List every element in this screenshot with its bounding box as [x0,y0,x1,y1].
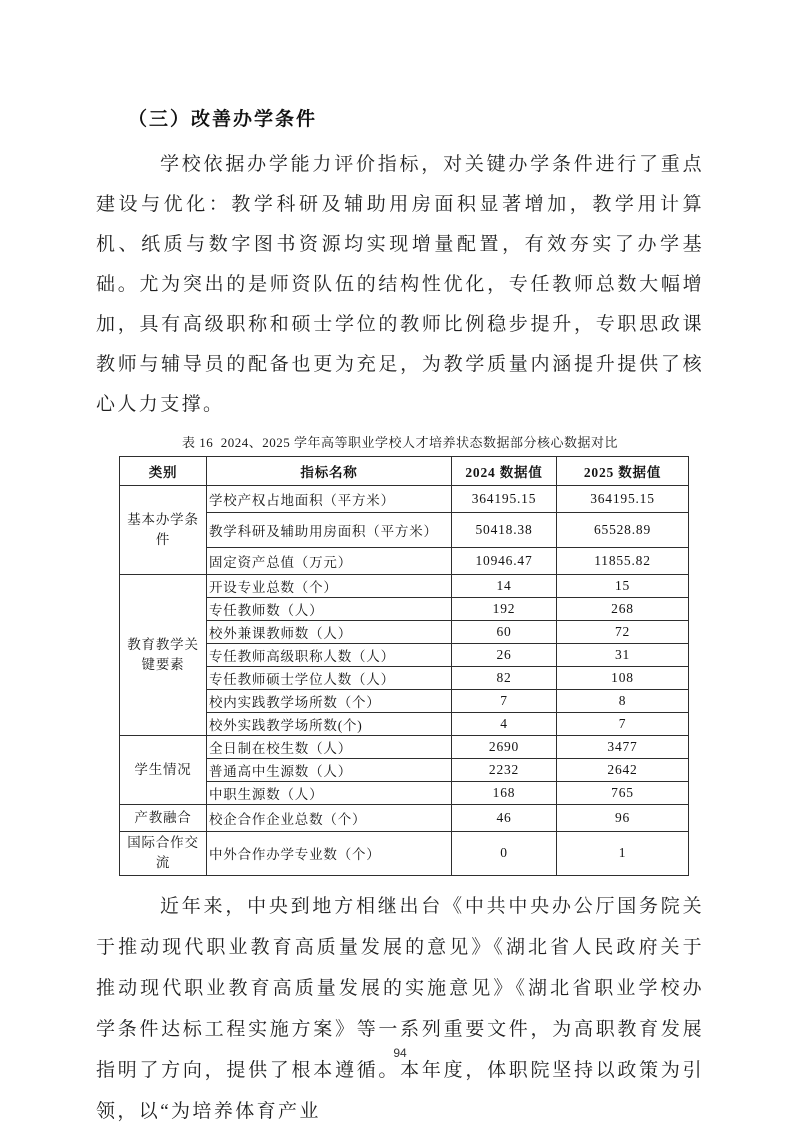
table-row [120,805,689,832]
indicator-cell: 中职生源数（人） [207,782,452,805]
paragraph-2: 近年来，中央到地方相继出台《中共中央办公厅国务院关于推动现代职业教育高质量发展的意见》《湖北省人民政府关于推动现代职业教育高质量发展的实施意见》《湖北省职业学校办学条件达标工程实施方案》等一系列重要文件，为高职教育发展指明了方向，提供了根本遵循。本年度，体职院坚持以政策为引领，以“为培养体育产业 [96,895,704,1122]
value-2025-cell: 31 [557,644,689,667]
value-2024-cell: 10946.47 [452,548,557,575]
value-2025-cell: 8 [557,690,689,713]
value-2025-cell: 96 [557,805,689,832]
indicator-cell: 固定资产总值（万元） [207,548,452,575]
table-body [120,486,689,876]
value-2024-cell: 82 [452,667,557,690]
header-cell-indicator: 指标名称 [207,457,452,486]
category-cell: 基本办学条件 [120,486,207,575]
value-2024-cell: 2232 [452,759,557,782]
indicator-cell: 校企合作企业总数（个） [207,805,452,832]
value-2025-cell: 1 [557,832,689,876]
indicator-cell: 校内实践教学场所数（个） [207,690,452,713]
value-2025-cell: 11855.82 [557,548,689,575]
paragraph-1: 学校依据办学能力评价指标，对关键办学条件进行了重点建设与优化：教学科研及辅助用房面积显著增加，教学用计算机、纸质与数字图书资源均实现增量配置，有效夯实了办学基础。尤为突出的是师资队伍的结构性优化，专任教师总数大幅增加，具有高级职称和硕士学位的教师比例稳步提升，专职思政课教师与辅导员的配备也更为充足，为教学质量内涵提升提供了核心人力支撑。 [96,154,704,415]
value-2024-cell: 364195.15 [452,486,557,513]
value-2025-cell: 765 [557,782,689,805]
indicator-cell: 校外实践教学场所数(个) [207,713,452,736]
value-2025-cell: 72 [557,621,689,644]
category-cell: 教育教学关键要素 [120,575,207,736]
value-2025-cell: 268 [557,598,689,621]
indicator-cell: 专任教师数（人） [207,598,452,621]
value-2024-cell: 46 [452,805,557,832]
table-header-row [120,457,689,486]
header-cell-2024: 2024 数据值 [452,457,557,486]
table-row [120,832,689,876]
value-2025-cell: 3477 [557,736,689,759]
value-2024-cell: 168 [452,782,557,805]
indicator-cell: 开设专业总数（个） [207,575,452,598]
table-row [120,575,689,598]
header-cell-category: 类别 [120,457,207,486]
category-cell: 学生情况 [120,736,207,805]
table-row [120,486,689,513]
indicator-cell: 普通高中生源数（人） [207,759,452,782]
value-2025-cell: 7 [557,713,689,736]
core-data-table [119,456,689,876]
value-2024-cell: 7 [452,690,557,713]
indicator-cell: 中外合作办学专业数（个） [207,832,452,876]
value-2024-cell: 60 [452,621,557,644]
value-2025-cell: 15 [557,575,689,598]
indicator-cell: 专任教师硕士学位人数（人） [207,667,452,690]
value-2024-cell: 50418.38 [452,513,557,548]
category-cell: 国际合作交流 [120,832,207,876]
value-2024-cell: 4 [452,713,557,736]
indicator-cell: 专任教师高级职称人数（人） [207,644,452,667]
category-cell: 产教融合 [120,805,207,832]
indicator-cell: 校外兼课教师数（人） [207,621,452,644]
value-2025-cell: 65528.89 [557,513,689,548]
value-2024-cell: 26 [452,644,557,667]
value-2024-cell: 2690 [452,736,557,759]
header-cell-2025: 2025 数据值 [557,457,689,486]
value-2024-cell: 0 [452,832,557,876]
value-2025-cell: 2642 [557,759,689,782]
value-2024-cell: 192 [452,598,557,621]
value-2025-cell: 364195.15 [557,486,689,513]
table-caption: 表 16 2024、2025 学年高等职业学校人才培养状态数据部分核心数据对比 [181,435,618,450]
value-2025-cell: 108 [557,667,689,690]
indicator-cell: 学校产权占地面积（平方米） [207,486,452,513]
table-row [120,736,689,759]
page-number: 94 [393,1046,407,1060]
indicator-cell: 全日制在校生数（人） [207,736,452,759]
section-heading: （三）改善办学条件 [128,109,318,130]
value-2024-cell: 14 [452,575,557,598]
indicator-cell: 教学科研及辅助用房面积（平方米） [207,513,452,548]
